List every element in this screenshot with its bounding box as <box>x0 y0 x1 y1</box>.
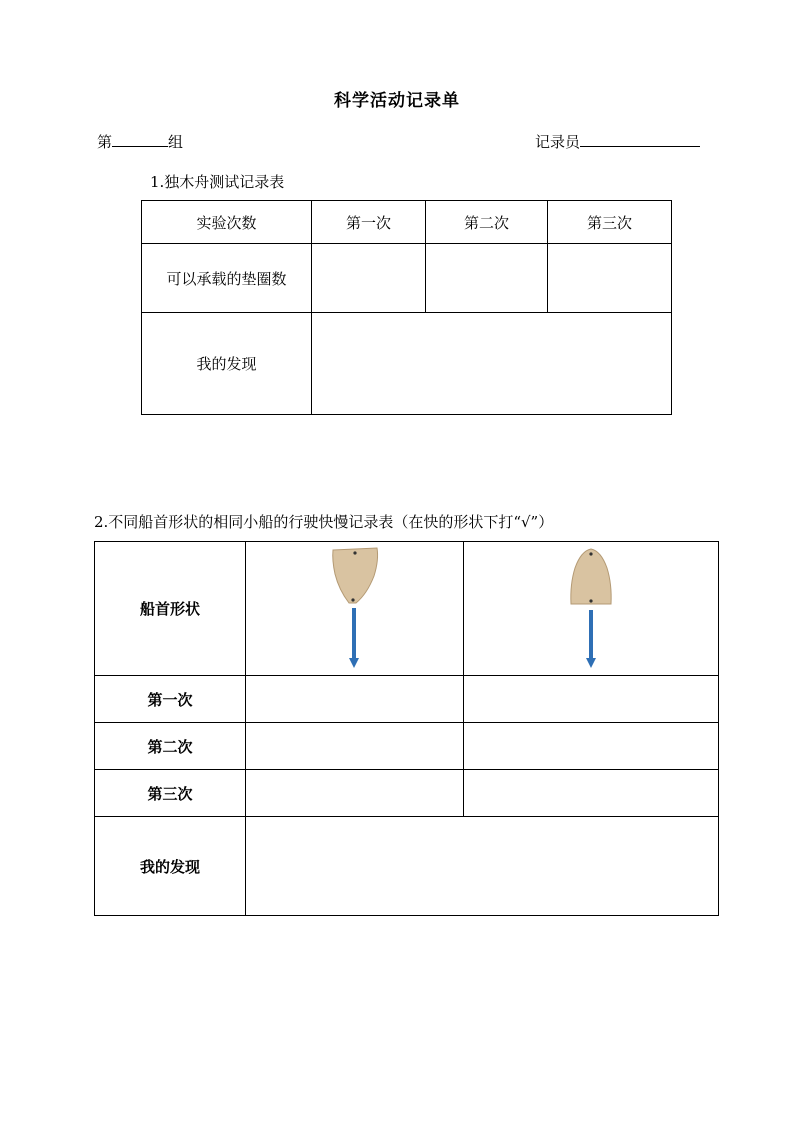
canoe-test-table <box>141 200 672 415</box>
trial-3-header: 第三次 <box>548 201 672 244</box>
rounded-bow-shape <box>571 549 611 604</box>
table-row <box>95 723 719 770</box>
findings-label: 我的发现 <box>142 313 312 415</box>
group-number-blank[interactable] <box>112 131 168 147</box>
bow-hole-bottom <box>589 599 592 602</box>
bow-hole-top <box>353 551 356 554</box>
findings-label-2: 我的发现 <box>95 817 246 916</box>
table-row <box>95 770 719 817</box>
findings-cell[interactable] <box>312 313 672 415</box>
table-row <box>142 244 672 313</box>
bow-shape-label: 船首形状 <box>95 542 246 676</box>
recorder-name-blank[interactable] <box>580 131 700 147</box>
section2-title: 2.不同船首形状的相同小船的行驶快慢记录表（在快的形状下打“√”） <box>94 513 554 531</box>
group-field <box>97 131 183 152</box>
table-row <box>95 542 719 676</box>
recorder-label: 记录员 <box>535 133 581 151</box>
direction-arrow-head <box>586 658 596 668</box>
trial-2-pointed-cell[interactable] <box>246 723 464 770</box>
trial-count-header: 实验次数 <box>142 201 312 244</box>
page-title: 科学活动记录单 <box>334 91 460 111</box>
trial-1-label: 第一次 <box>95 676 246 723</box>
pointed-bow-cell[interactable] <box>246 542 464 676</box>
trial-3-label: 第三次 <box>95 770 246 817</box>
capacity-label: 可以承载的垫圈数 <box>142 244 312 313</box>
trial-1-rounded-cell[interactable] <box>464 676 719 723</box>
direction-arrow-head <box>349 658 359 668</box>
findings-cell-2[interactable] <box>246 817 719 916</box>
trial-3-rounded-cell[interactable] <box>464 770 719 817</box>
recorder-field <box>535 131 700 152</box>
section1-title: 1.独木舟测试记录表 <box>150 173 285 191</box>
boat-speed-table <box>94 541 719 916</box>
table-row <box>95 676 719 723</box>
bow-hole-bottom <box>351 598 354 601</box>
trial-2-rounded-cell[interactable] <box>464 723 719 770</box>
rounded-bow-cell[interactable] <box>464 542 719 676</box>
rounded-bow-image <box>561 546 621 672</box>
bow-hole-top <box>589 552 592 555</box>
capacity-trial-1-cell[interactable] <box>312 244 426 313</box>
trial-2-header: 第二次 <box>426 201 548 244</box>
group-suffix: 组 <box>168 133 184 151</box>
table-row <box>95 817 719 916</box>
trial-1-pointed-cell[interactable] <box>246 676 464 723</box>
group-prefix: 第 <box>97 133 113 151</box>
direction-arrow-shaft <box>352 608 356 658</box>
trial-1-header: 第一次 <box>312 201 426 244</box>
pointed-bow-image <box>325 546 385 672</box>
trial-2-label: 第二次 <box>95 723 246 770</box>
pointed-bow-shape <box>332 548 377 603</box>
trial-3-pointed-cell[interactable] <box>246 770 464 817</box>
table-row <box>142 201 672 244</box>
capacity-trial-3-cell[interactable] <box>548 244 672 313</box>
table-row <box>142 313 672 415</box>
direction-arrow-shaft <box>589 610 593 658</box>
capacity-trial-2-cell[interactable] <box>426 244 548 313</box>
